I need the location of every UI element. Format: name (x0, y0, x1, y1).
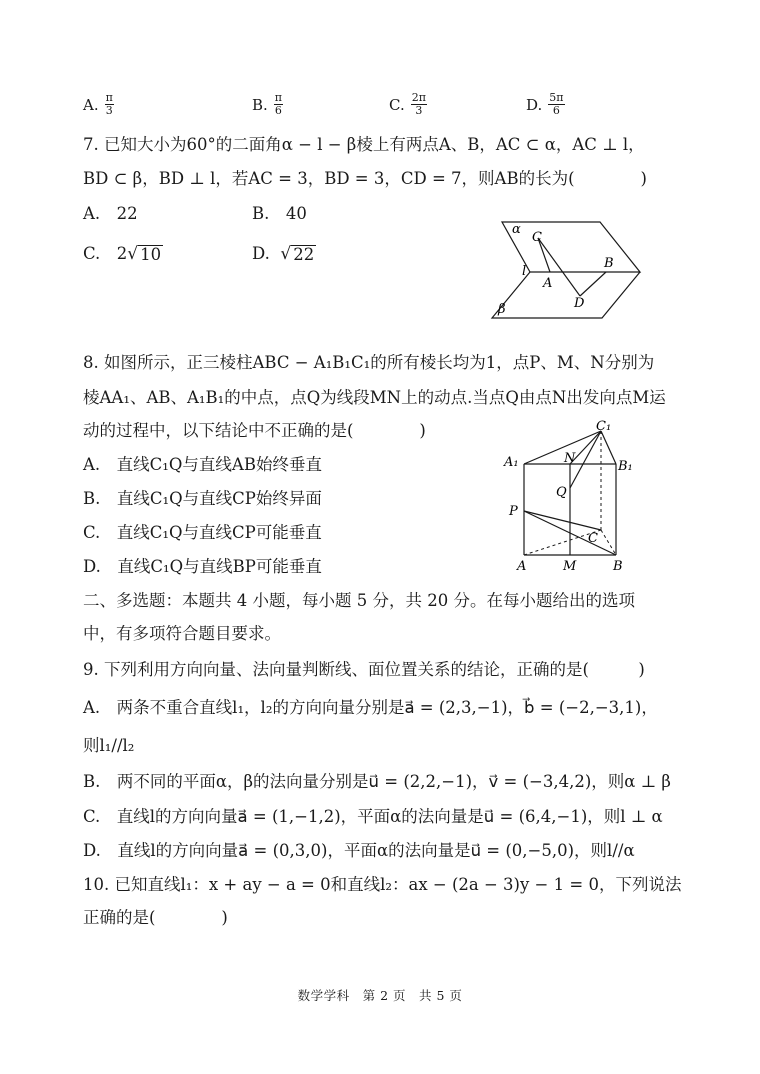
fraction (548, 92, 564, 117)
denominator: 6 (274, 104, 282, 117)
q7-option-a: A. 22 (83, 204, 138, 223)
option-label: C. 2 (83, 244, 128, 263)
label-c: C (588, 531, 598, 546)
label-a1: A₁ (504, 455, 519, 470)
label-d: D (574, 296, 585, 311)
label-q: Q (556, 485, 567, 500)
numerator: π (105, 91, 113, 104)
q7-option-d (252, 243, 316, 265)
fraction (274, 92, 283, 117)
numerator: π (274, 91, 283, 104)
q9-option-c: C. 直线l的方向向量a⃗ = (1,−1,2)，平面α的法向量是u⃗ = (6,4,−1)，则l ⊥ α (83, 807, 663, 826)
q8-option-d: D. 直线C₁Q与直线BP可能垂直 (83, 557, 322, 576)
section-2-heading-line-1: 二、多选题：本题共 4 小题，每小题 5 分，共 20 分。在每小题给出的选项 (83, 591, 635, 610)
plane-beta (492, 272, 640, 318)
q6-option-a (83, 92, 114, 117)
option-label: D. (526, 95, 543, 114)
q10-line-1: 10. 已知直线l₁：x + ay − a = 0和直线l₂：ax − (2a − 3)y − 1 = 0，下列说法 (83, 875, 682, 894)
q7-line-1: 7. 已知大小为60°的二面角α − l − β棱上有两点A、B，AC ⊂ α，AC ⊥ l， (83, 135, 645, 154)
segment-bd (580, 272, 606, 296)
label-n: N (564, 451, 576, 466)
label-c1: C₁ (596, 419, 612, 434)
q8-line-2: 棱AA₁、AB、A₁B₁的中点，点Q为线段MN上的动点.当点Q由点N出发向点M运 (83, 388, 666, 407)
q7-line-2: BD ⊂ β，BD ⊥ l，若AC = 3，BD = 3，CD = 7，则AB的长为( ) (83, 169, 647, 188)
label-l: l (522, 264, 527, 279)
sqrt: √ 10 (127, 244, 162, 264)
q7-option-c (83, 243, 163, 265)
radicand: 22 (293, 245, 315, 264)
option-label: D. (252, 244, 270, 263)
q7-option-b: B. 40 (252, 204, 307, 223)
q6-option-b (252, 92, 283, 117)
label-a: A (543, 276, 553, 291)
label-p: P (509, 504, 518, 519)
label-c: C (532, 230, 542, 245)
edge-a1c1 (524, 431, 601, 464)
fraction (411, 92, 427, 117)
label-b: B (604, 256, 614, 271)
q6-option-d (526, 92, 565, 117)
denominator: 3 (415, 104, 423, 117)
q9-option-b: B. 两不同的平面α，β的法向量分别是u⃗ = (2,2,−1)，v⃗ = (−3,4,2)，则α ⊥ β (83, 772, 671, 791)
option-label: C. (389, 95, 405, 114)
q8-option-b: B. 直线C₁Q与直线CP始终异面 (83, 489, 322, 508)
section-2-heading-line-2: 中，有多项符合题目要求。 (83, 624, 281, 643)
prism-figure (500, 418, 640, 576)
dihedral-angle-figure (470, 214, 650, 324)
numerator: 5π (549, 91, 564, 104)
option-label: A. (83, 95, 99, 114)
numerator: 2π (411, 91, 426, 104)
sqrt: √ 22 (280, 244, 315, 264)
denominator: 3 (105, 104, 113, 117)
q9-stem: 9. 下列利用方向向量、法向量判断线、面位置关系的结论，正确的是( ) (83, 660, 645, 679)
label-a: A (517, 559, 527, 574)
option-label: B. (252, 95, 268, 114)
label-b: B (613, 559, 623, 574)
edge-b1c1 (601, 431, 616, 464)
q9-option-d: D. 直线l的方向向量a⃗ = (0,3,0)，平面α的法向量是u⃗ = (0,−5,0)，则l//α (83, 841, 635, 860)
q8-line-3: 动的过程中，以下结论中不正确的是( ) (83, 421, 426, 440)
label-alpha: α (512, 222, 521, 237)
fraction (105, 92, 114, 117)
label-b1: B₁ (618, 459, 633, 474)
q8-line-1: 8. 如图所示，正三棱柱ABC − A₁B₁C₁的所有棱长均为1，点P、M、N分别为 (83, 353, 655, 372)
q10-line-2: 正确的是( ) (83, 908, 228, 927)
page-footer: 数学学科 第 2 页 共 5 页 (297, 988, 463, 1003)
label-beta: β (498, 302, 506, 317)
segment-pc (524, 511, 601, 530)
q8-option-c: C. 直线C₁Q与直线CP可能垂直 (83, 523, 322, 542)
denominator: 6 (552, 104, 560, 117)
radicand: 10 (140, 245, 162, 264)
q9-option-a-line-2: 则l₁//l₂ (83, 736, 135, 755)
q9-option-a-line-1: A. 两条不重合直线l₁，l₂的方向向量分别是a⃗ = (2,3,−1)，b⃗ = (−2,−3,1)， (83, 698, 658, 717)
label-m: M (563, 559, 577, 574)
q6-option-c (389, 92, 427, 117)
q8-option-a: A. 直线C₁Q与直线AB始终垂直 (83, 455, 322, 474)
